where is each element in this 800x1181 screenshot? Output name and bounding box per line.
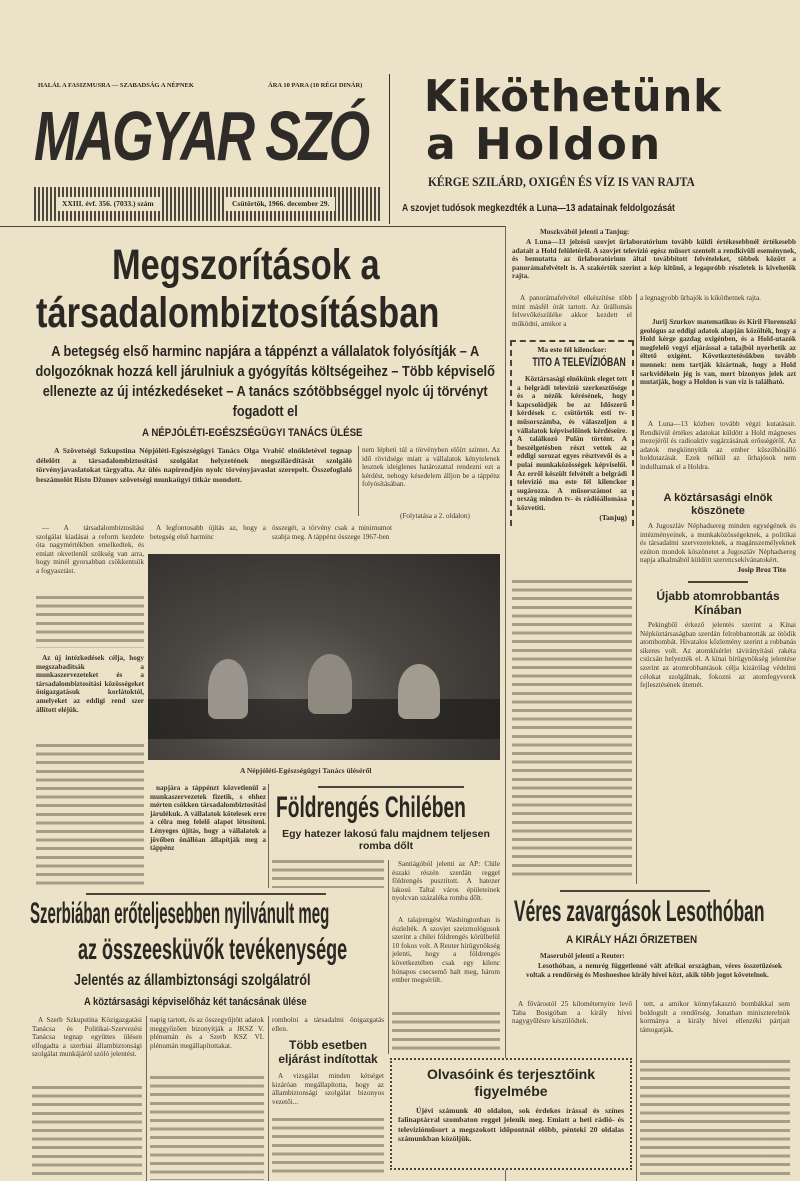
moon-lead: A Luna—13 jelzésű szovjet űrlaboratórium tovább küldi értékesebbnél értékesebb adatait a Hold felületéről. A szovjet televízió egész műsort szentelt a rendkívüli eseménynek, és bemutatta az űrlaboratórium által továbbított felvételeket, többek között a panorámafelvételt is. A szakértők szerint a kép kitűnő, a legapróbb részletek is kivehetők rajta. bbox=[512, 238, 796, 281]
moon-p2: a legnagyobb űrhajók is kiköthetnek rajta. bbox=[640, 294, 761, 302]
main-headline-2: társadalombiztosításban bbox=[36, 289, 440, 337]
column-rule bbox=[146, 1016, 147, 1181]
moon-p4: A Luna—13 közben tovább végzi kutatásait. Rendkívül értékes adatokat küldött a Hold mágneses mezejéről és radioaktív sugárzásának erősségéről. Az adatok megkönnyítik az ember küszöbönálló holdutazását. Ezek nélkül az űrhajósok nem indulhatnak el a Holdra. bbox=[640, 420, 796, 471]
notice-headline: Olvasóink és terjesztőink figyelmébe bbox=[426, 1066, 596, 1099]
column-rule bbox=[388, 860, 389, 1054]
column-rule bbox=[505, 226, 506, 1181]
lesotho-col1: A fővárostól 25 kilométernyire levő Taba Bosigóban a király hívei nagygyűlésre készülődtek. bbox=[512, 1000, 632, 1026]
main-under-photo: napjára a táppénzt közvetlenül a munkaszervezetek fizetik, s ehhez mérten csökken társadalombiztosítási járulékuk. A vállalatok kötelesek erre a célra meg felelő alapot létesíteni. Lényeges újítás, hogy a vállalatok a jövőben önállóan állapítják meg a táppénz bbox=[150, 784, 266, 853]
text-block bbox=[272, 1118, 384, 1178]
lesotho-dateline: Maseruból jelenti a Reuter: bbox=[540, 952, 625, 960]
column-rule bbox=[268, 784, 269, 888]
issue-date: Csütörtök, 1966. december 29. bbox=[226, 197, 335, 211]
tito-box bbox=[510, 340, 634, 526]
main-col1-bold: Az új intézkedések célja, hogy megszabadítsák a munkaszervezeteket és a társadalombiztosítási közösségeket önigazgatásuk korlátoktól, amelyeket az eddigi rend szer állított eléjük. bbox=[36, 654, 144, 714]
serbia-subhead-2: A köztársasági képviselőház két tanácsának ülése bbox=[84, 996, 307, 1008]
chile-text-2: A talajrengést Washingtonban is észlelték. A szovjet szeizmológusok szerint a chilei földrengés körülbelül 10 fokos volt. A Reuter hírügynökség jelenti, hogy a földrengés következtében csak egy kilenc hónapos csecsemő halt meg, három ember megsérült. bbox=[392, 916, 500, 985]
president-thanks bbox=[640, 492, 796, 690]
photo-person bbox=[208, 659, 248, 719]
chile-headline: Földrengés Chilében bbox=[276, 791, 466, 824]
atom-text: Pekingből érkező jelentés szerint a Kínai Népköztársaságban szerdán felrobbantották az ötödik atombombát. Hivatalos közlemény szerint a robbanás sikeres volt. Az atomkísérlet távirányítású rakéta csúcsán helyezték el. A kínai hírügynökség jelentése szerint az atomrobbantások célja kizárólag védelmi célokat szolgálnak, fokozni az atomfegyverek fejlesztésének ütemét. bbox=[640, 620, 796, 690]
thanks-signature: Josip Broz Tito bbox=[737, 564, 786, 574]
serbia-inner-text: A vizsgálat minden kétséget kizáróan megállapította, hogy az állambiztonsági szolgálat bizonyos vezetői... bbox=[272, 1072, 384, 1106]
divider bbox=[560, 890, 710, 892]
atom-headline: Újabb atomrobbantás Kínában bbox=[656, 588, 780, 617]
serbia-inner-headline: Több esetben eljárást indítottak bbox=[278, 1038, 378, 1066]
serbia-col2: napig tartott, és az összegyűjtött adatok meggyőzően bizonyítják a JKSZ V. plénumán és a Szerb KSZ VI. plénumán megállapítottakat. bbox=[150, 1016, 264, 1050]
notice-box bbox=[390, 1058, 632, 1170]
moon-deck: A szovjet tudósok megkezdték a Luna—13 adatainak feldolgozását bbox=[402, 202, 675, 214]
column-rule bbox=[636, 294, 637, 884]
column-rule bbox=[636, 1000, 637, 1181]
serbia-col3: rombolni a társadalmi önigazgatás ellen. bbox=[272, 1016, 384, 1033]
lesotho-col2: tett, a amikor könnyfakasztó bombákkal sem boldogult a rendőrség. Jonathan miniszterelnök kormánya a király hívei ellenzéki pártjait támogatják. bbox=[640, 1000, 790, 1034]
chile-deck: Egy hatezer lakosú falu majdnem teljesen romba dőlt bbox=[282, 828, 490, 852]
main-headline-1: Megszorítások a bbox=[112, 241, 380, 289]
divider bbox=[318, 786, 464, 788]
main-side: nem lépheti túl a törvényben előírt szintet. Az idő rövidsége miatt a vállalatok kénytelenek lesznek ideiglenes határozattal rendezni ezt a kérdést, nehogy késedelem álljon be a táppénz folyósításában. bbox=[362, 446, 500, 489]
meeting-photo bbox=[148, 554, 500, 760]
text-block bbox=[512, 580, 632, 880]
thanks-text: A Jugoszláv Néphadsereg minden egységének és intézményeinek, a munkaközösségeknek, a politikai és társadalmi szervezeteknek, a magánszemélyeknek ezúton mondok köszönetet a Jugoszláv Néphadsereg napja alkalmából küldött szerencsekívánatokért. bbox=[640, 522, 796, 565]
masthead bbox=[0, 74, 390, 224]
issue-number: XXIII. évf. 356. (7033.) szám bbox=[56, 197, 160, 211]
text-block bbox=[640, 1060, 790, 1176]
main-subhead: A NÉPJÓLÉTI-EGÉSZSÉGÜGYI TANÁCS ÜLÉSE bbox=[142, 427, 363, 439]
tito-text: Köztársasági elnökünk eleget tett a belgrádi televízió szerkesztősége és a nézők kérésének, hogy kapcsolódjék be az Időszerű kérdések c. csütörtök esti tv-műsorszámba, és válaszoljon a vállalatok képviselőinek kérdéseire. A találkozó Pulán történt. A beszélgetésben részt vettek az eddigi sorozat egyes résztvevői és a pulai munkaközösségek képviselői. Az erről készült felvételt a belgrádi televízió ma este fél kilenckor sugározza. A műsorszámot az ország minden tv- és rádióállomása közvetíti. bbox=[517, 375, 628, 512]
divider bbox=[0, 226, 505, 227]
notice-text: Újévi számunk 40 oldalon, sok érdekes írással és színes falinaptárral szombaton reggel jelenik meg. Emiatt a heti rádió- és televízióműsort a megszokott időpontnál előbb, pénteki 20 oldalas számunkban közöljük. bbox=[398, 1106, 624, 1144]
photo-person bbox=[308, 654, 352, 714]
lesotho-headline: Véres zavargások Lesothóban bbox=[514, 895, 765, 928]
photo-caption: A Népjóléti-Egészségügyi Tanács üléséről bbox=[240, 766, 372, 775]
main-col3-start: összegét, a törvény csak a minimumot szabja meg. A táppénz összege 1967-ben bbox=[272, 524, 392, 541]
column-rule bbox=[358, 446, 359, 516]
text-block bbox=[392, 1012, 500, 1050]
logo: MAGYAR SZÓ bbox=[34, 97, 368, 175]
main-col2-start: A legfontosabb újítás az, hogy a betegség első harminc bbox=[150, 524, 266, 541]
chile-text-1: Santiágóból jelenti az AP: Chile északi részén szerdán reggel földrengés pusztított. A hatezer lakosú Taltal város épületeinek nyolcvan százaléka romba dőlt. bbox=[392, 860, 500, 903]
text-block bbox=[36, 596, 144, 648]
text-block bbox=[272, 860, 384, 888]
text-block bbox=[150, 1076, 264, 1180]
tito-source: (Tanjug) bbox=[599, 512, 627, 522]
moon-headline-1: Kiköthetünk bbox=[424, 71, 722, 122]
photo-person bbox=[398, 664, 440, 719]
thanks-headline: A köztársasági elnök köszönete bbox=[663, 492, 773, 517]
tito-kicker: Ma este fél kilenckor: bbox=[537, 345, 607, 354]
text-block bbox=[32, 1086, 142, 1180]
moon-dateline: Moszkvából jelenti a Tanjug: bbox=[540, 228, 630, 236]
lesotho-lead: Lesothóban, a nemrég függetlenné vált afrikai országban, véres összetűzések voltak a rendőrség és Moshoeshoe király hívei közt, akik több jogot követelnek. bbox=[526, 962, 782, 979]
tito-headline: TITO A TELEVÍZIÓBAN bbox=[532, 355, 626, 369]
serbia-subhead: Jelentés az állambiztonsági szolgálatról bbox=[74, 972, 311, 989]
lesotho-subhead: A KIRÁLY HÁZI ŐRIZETBEN bbox=[566, 934, 698, 946]
text-block bbox=[36, 744, 144, 890]
serbia-col1: A Szerb Szkupstina Közigazgatási Tanácsa és Politikai-Szervezési Tanácsa tegnap együttes ülésen elfogadta a szerbiai állambiztonsági szolgálat munkájáról szóló jelentést. bbox=[32, 1016, 142, 1059]
main-lead: A Szövetségi Szkupstina Népjóléti-Egészségügyi Tanács Olga Vrabič elnökletével tegnap délelőtt a társadalombiztosítási szolgálat helyzetének megszilárdítását szolgáló törvényjavaslatokat tárgyalta. Az ülés napirendjén nyolc törvényjavaslat szerepelt. Összefoglaló beszámolót Risto Džunov szövetségi munkaügyi titkár mondott. bbox=[36, 446, 352, 484]
moon-subhead: KÉRGE SZILÁRD, OXIGÉN ÉS VÍZ IS VAN RAJTA bbox=[428, 174, 695, 189]
main-continued: (Folytatása a 2. oldalon) bbox=[400, 512, 470, 520]
divider bbox=[86, 893, 326, 895]
slogan: HALÁL A FASIZMUSRA — SZABADSÁG A NÉPNEK bbox=[38, 82, 194, 89]
moon-p1: A panorámafelvétel elkészítése több mint másfél órát tartott. Az űrállomás felvevőkészüléke akkor kezdett el működni, amikor a bbox=[512, 294, 632, 328]
main-col1-start: — A társadalombiztosítási szolgálat kiadásai a reform kezdete óta nagymértékben emelkedtek, és emiatt okvetlenül szükség van arra, hogy minél gyorsabban csökkentsük a fogyasztást. bbox=[36, 524, 144, 575]
serbia-headline-2: az összeesküvők tevékenysége bbox=[78, 933, 348, 966]
column-rule bbox=[268, 1016, 269, 1181]
moon-headline-2: a Holdon bbox=[426, 119, 663, 170]
divider bbox=[688, 581, 748, 583]
moon-p3: Jurij Szurkov matematikus és Kiril Florenszki geológus az eddigi adatok alapján közölték, hogy a Hold kérge gazdag oxigénben, és a Hold-utazók megfelelő vegyi eljárással a talajból nyerhetik az éltető oxigént. Következtetésükben tovább mennek: nem tartják kizártnak, hogy a Hold sarkvidékein jég is van, mert bizonyos jelek azt mutatják, hogy a Holdon is van víz is található. bbox=[640, 318, 796, 387]
serbia-headline-1: Szerbiában erőteljesebben nyilvánult meg bbox=[30, 897, 330, 930]
price: ÁRA 10 PARA (10 RÉGI DINÁR) bbox=[268, 82, 363, 89]
main-deck: A betegség első harminc napjára a táppénzt a vállalatok folyósítják – A dolgozóknak hozzá kell járulniuk a gyógyítás költségeihez – Több képviselő ellenezte az új intézkedéseket – A tanács szótöbbséggel nyolc új törvényt fogadott el bbox=[35, 343, 495, 420]
